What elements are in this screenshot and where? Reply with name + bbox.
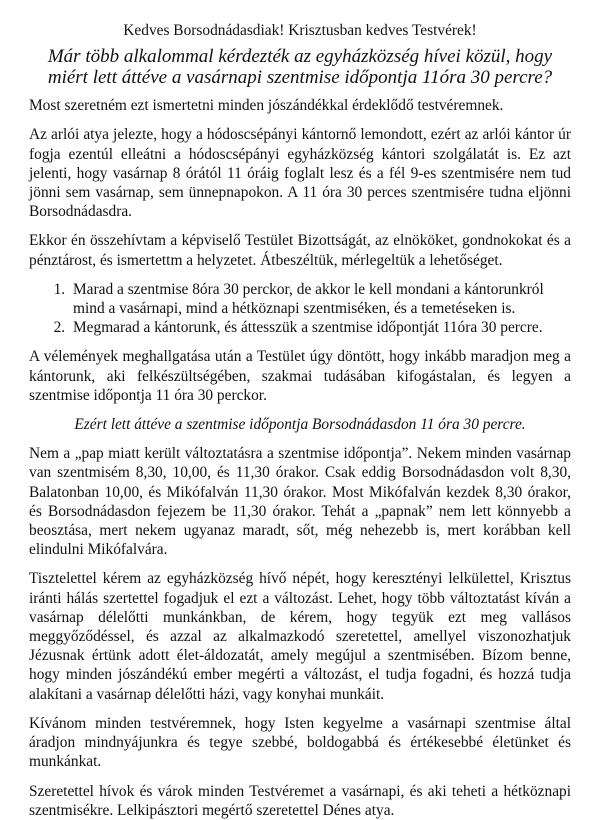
options-list xyxy=(29,280,571,338)
option-item: 1. Marad a szentmise 8óra 30 perckor, de akkor le kell mondani a kántorunkról mind a vasárnapi, mind a hétköznapi szentmiséken, és a temetéseken is. xyxy=(69,280,571,318)
paragraph-request: Tisztelettel kérem az egyházközség hívő népét, hogy keresztényi lelkülettel, Krisztus iránti hálás szertettel fogadjuk el ezt a változást. Lehet, hogy több változtatást kíván a vasárnap délelőtti munkánkban, de kérem, hogy tegyük ezt meg vallásos meggyőződéssel, és azzal az alkalmazkodó szeretettel, amellyel viszonozhatjuk Jézusnak értünk adott élet-áldozatát, amely megújul a szentmisében. Bízom benne, hogy minden jószándékú ember megérti a változást, el tudja fogadni, és hozzá tudja alakítani a vasárnap délelőtti házi, vagy konyhai munkáit. xyxy=(29,570,571,703)
closing-signature: Szeretettel hívok és várok minden Testvéremet a vasárnapi, és aki teheti a hétköznapi szentmisékre. Lelkipásztori megértő szeretettel Dénes atya. xyxy=(29,782,571,819)
paragraph-decision: A vélemények meghallgatása után a Testület úgy döntött, hogy inkább maradjon meg a kántorunk, aki felkészültségében, szakmai tudásában kifogástalan, és legyen a szentmise időpontja 11 óra 30 perckor. xyxy=(29,348,571,404)
conclusion-statement: Ezért lett áttéve a szentmise időpontja Borsodnádasdon 11 óra 30 percre. xyxy=(74,416,526,434)
paragraph-wishes: Kívánom minden testvéremnek, hogy Isten kegyelme a vasárnapi szentmise által áradjon mindnyájunkra és tegye szebbé, boldogabbá és értékesebbé életünket és munkánkat. xyxy=(29,714,571,771)
option-item: 2. Megmarad a kántorunk, és áttesszük a szentmise időpontját 11óra 30 percre. xyxy=(69,318,571,337)
paragraph-council-meeting: Ekkor én összehívtam a képviselő Testület Bizottságát, az elnököket, gondnokokat és a pénztárost, és ismertettm a helyzetet. Átbeszéltük, mérlegeltük a lehetőséget. xyxy=(29,232,571,269)
intro-paragraph: Most szeretném ezt ismertetni minden jószándékkal érdeklődő testvéremnek. xyxy=(29,97,504,115)
paragraph-schedule: Nem a „pap miatt került változtatásra a szentmise időpontja”. Nekem minden vasárnap van szentmisém 8,30, 10,00, és 11,30 órakor. Csak eddig Borsodnádasdon volt 8,30, Balatonban 10,00, és Mikófalván 11,30 órakor. Most Mikófalván kezdek 8,30 órakor, és Borsodnádasdon fejezem be 11,30 órakor. Tehát a „papnak” nem lett könnyebb a beosztása, mert nekem ugyanaz maradt, sőt, még nehezebb is, mert korábban kell elindulni Mikófalvára. xyxy=(29,445,571,559)
letter-greeting: Kedves Borsodnádasdiak! Krisztusban kedves Testvérek! xyxy=(123,22,477,39)
paragraph-cantor-situation: Az arlói atya jelezte, hogy a hódoscsépányi kántornő lemondott, ezért az arlói kántor úr fogja ezentúl elleátni a hódoscsépányi egyházközség kántori szolgálatát is. Ez azt jelenti, hogy vasárnap 8 órától 11 óráig foglalt lesz és a fél 9-es szentmisére nem tud jönni sem vasárnap, sem ünnepnapokon. A 11 óra 30 perces szentmisére tudna eljönni Borsodnádasdra. xyxy=(29,126,571,221)
letter-question-heading: Már több alkalommal kérdezték az egyházközség hívei közül, hogy miért lett áttéve a vasárnapi szentmise időpontja 11óra 30 percre? xyxy=(47,46,553,89)
